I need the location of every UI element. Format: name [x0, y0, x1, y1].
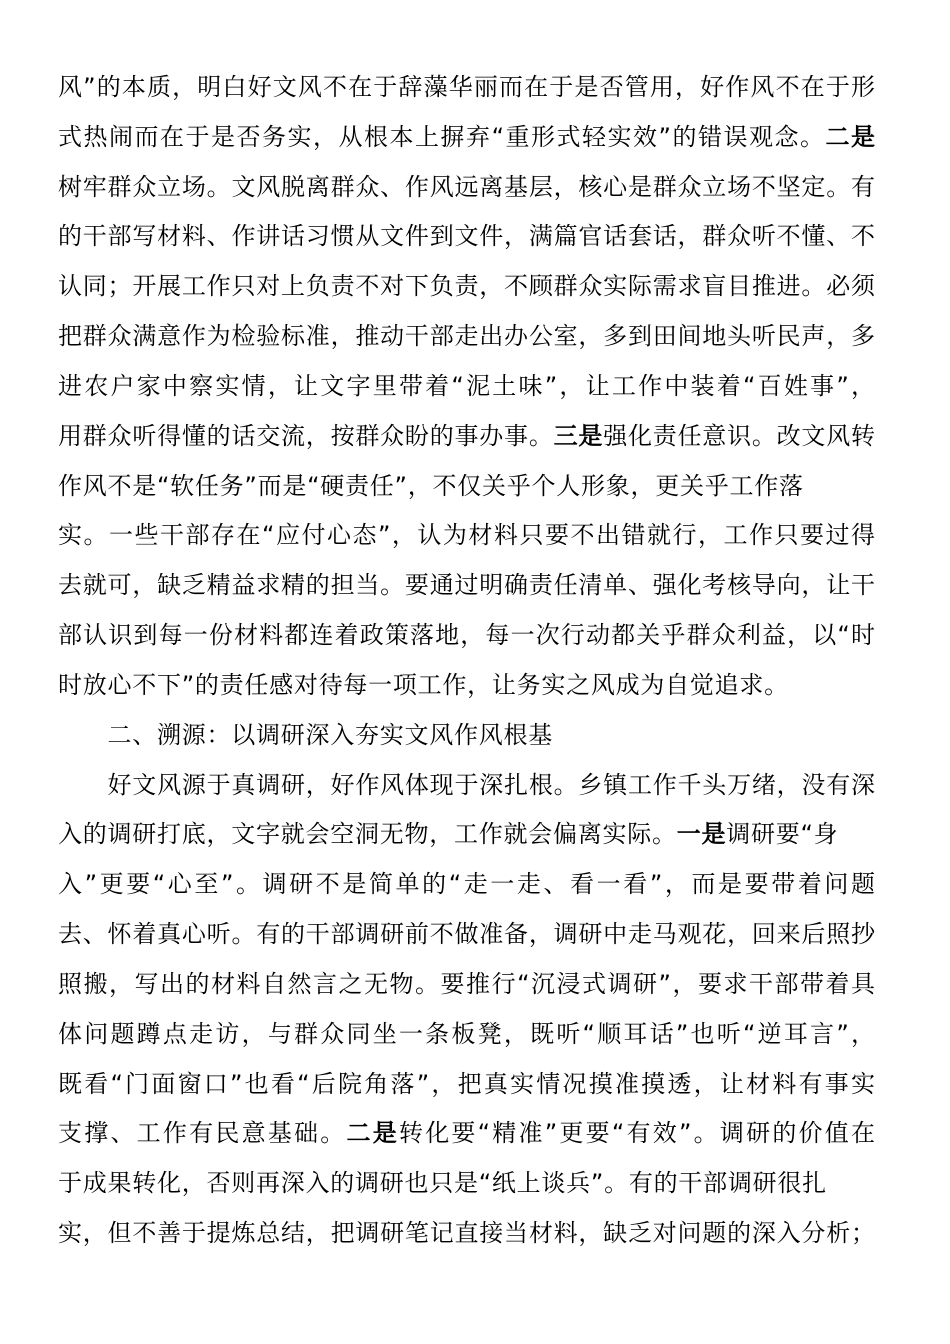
text-line: [58, 63, 875, 113]
text-line: [58, 212, 875, 262]
line-text: 式热闹而在于是否务实，从根本上摒弃“重形式轻实效”的错误观念。: [58, 122, 826, 151]
text-line: [58, 163, 875, 213]
line-text: 把群众满意作为检验标准，推动干部走出办公室，多到田间地头听民声，多: [58, 322, 875, 351]
line-text: 好文风源于真调研，好作风体现于深扎根。乡镇工作千头万绪，没有深: [107, 770, 875, 799]
line-text: 照搬，写出的材料自然言之无物。要推行“沉浸式调研”，要求干部带着具: [58, 969, 875, 998]
text-line: [58, 362, 875, 412]
text-line: [58, 561, 875, 611]
emphasis-label: 二是: [825, 122, 876, 151]
line-text: 去、怀着真心听。有的干部调研前不做准备，调研中走马观花，回来后照抄: [58, 920, 875, 949]
line-text: 用群众听得懂的话交流，按群众盼的事办事。: [58, 421, 554, 450]
text-line: [58, 611, 875, 661]
line-text: 入”更要“心至”。调研不是简单的“走一走、看一看”，而是要带着问题: [58, 870, 875, 899]
body-paragraph-1: [58, 63, 875, 711]
line-text: 部认识到每一份材料都连着政策落地，每一次行动都关乎群众利益，以“时: [58, 621, 875, 650]
line-text: 体问题蹲点走访，与群众同坐一条板凳，既听“顺耳话”也听“逆耳言”，: [58, 1019, 875, 1048]
line-text: 的干部写材料、作讲话习惯从文件到文件，满篇官话套话，群众听不懂、不: [58, 222, 875, 251]
text-line: [58, 511, 875, 561]
line-text: 认同；开展工作只对上负责不对下负责，不顾群众实际需求盲目推进。必须: [58, 272, 875, 301]
text-line: [58, 462, 875, 512]
text-line: [58, 1010, 875, 1060]
line-text: 时放心不下”的责任感对待每一项工作，让务实之风成为自觉追求。: [58, 670, 789, 699]
heading-text: 二、溯源：以调研深入夯实文风作风根基: [107, 720, 553, 749]
line-text: 实。一些干部存在“应付心态”，认为材料只要不出错就行，工作只要过得: [58, 521, 875, 550]
line-text: 树牢群众立场。文风脱离群众、作风远离基层，核心是群众立场不坚定。有: [58, 172, 875, 201]
line-text: 实，但不善于提炼总结，把调研笔记直接当材料，缺乏对问题的深入分析；: [58, 1219, 875, 1248]
line-text: 于成果转化，否则再深入的调研也只是“纸上谈兵”。有的干部调研很扎: [58, 1169, 827, 1198]
text-line: [58, 312, 875, 362]
emphasis-label: 二是: [346, 1119, 399, 1148]
line-text: 支撑、工作有民意基础。: [58, 1119, 347, 1148]
text-line: [58, 761, 875, 811]
text-line: [58, 910, 875, 960]
line-text: 作风不是“软任务”而是“硬责任”，不仅关乎个人形象，更关乎工作落: [58, 471, 804, 500]
line-text-after: 转化要“精准”更要“有效”。调研的价值在: [398, 1119, 876, 1148]
text-line: [58, 1209, 875, 1259]
text-line: [58, 860, 875, 910]
section-heading: [58, 711, 875, 761]
line-text: 进农户家中察实情，让文字里带着“泥土味”，让工作中装着“百姓事”，: [58, 371, 875, 400]
emphasis-label: 一是: [676, 820, 727, 849]
line-text: 既看“门面窗口”也看“后院角落”，把真实情况摸准摸透，让材料有事实: [58, 1069, 875, 1098]
text-line: [58, 1109, 875, 1159]
body-paragraph-2: [58, 761, 875, 1259]
text-line: [58, 1060, 875, 1110]
text-line: [58, 960, 875, 1010]
text-line: [58, 412, 875, 462]
line-text: 入的调研打底，文字就会空洞无物，工作就会偏离实际。: [58, 820, 677, 849]
line-text: 去就可，缺乏精益求精的担当。要通过明确责任清单、强化考核导向，让干: [58, 571, 875, 600]
text-line: [58, 1159, 875, 1209]
document-body: [58, 63, 875, 1259]
text-line: [58, 810, 875, 860]
text-line: [58, 262, 875, 312]
line-text: 风”的本质，明白好文风不在于辞藻华丽而在于是否管用，好作风不在于形: [58, 73, 875, 101]
text-line: [58, 661, 875, 711]
line-text-after: 调研要“身: [726, 820, 839, 849]
text-line: [58, 113, 875, 163]
line-text-after: 强化责任意识。改文风转: [603, 421, 875, 450]
emphasis-label: 三是: [553, 421, 604, 450]
